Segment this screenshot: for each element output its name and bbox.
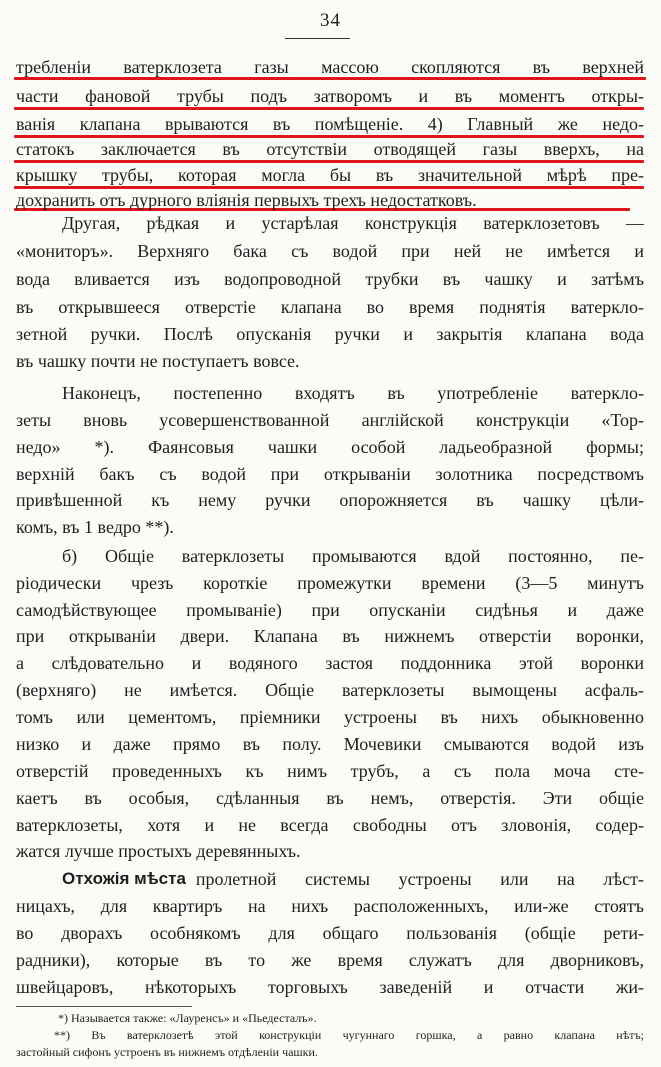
- text-line: части фановой трубы подъ затворомъ и въ моментъ откры-: [16, 86, 644, 106]
- text-line: дохранить отъ дурного вліянія первыхъ трехъ недостатковъ.: [16, 190, 477, 210]
- text-line: въ открывшееся отверстіе клапана во время поднятія ватерклo-: [16, 297, 644, 317]
- header-rule: [285, 38, 350, 39]
- text-line: «мониторъ». Верхняго бака съ водой при ней не имѣется и: [16, 241, 644, 261]
- text-line: требленіи ватерклозета газы массою скопляются въ верхней: [16, 57, 644, 77]
- footnote-rule: [16, 1006, 192, 1007]
- text-line: (верхняго) не имѣется. Общіе ватерклозеты вымощены асфаль-: [16, 680, 644, 700]
- highlight-underline: [14, 107, 644, 110]
- text-line: а слѣдовательно и водяного застоя поддонника этой воронки: [16, 653, 644, 673]
- text-line: самодѣйствующее промываніе) при опусканіи сидѣнья и даже: [16, 600, 644, 620]
- text-line: зетной ручки. Послѣ опусканія ручки и закрытія клапана вода: [16, 324, 644, 344]
- section-heading: Отхожія мѣста: [62, 869, 186, 888]
- text-line: отверстій проведенныхъ къ нимъ трубъ, а съ пола моча сте-: [16, 761, 644, 781]
- text-line: ницахъ, для квартиръ на нихъ расположенныхъ, или-же стоятъ: [16, 896, 644, 916]
- footnote: *) Называется также: «Лауренсъ» и «Пьедесталъ».: [58, 1011, 317, 1025]
- text-line: б) Общіе ватерклозеты промываются вдой постоянно, пе-: [62, 546, 644, 566]
- text-line: зеты вновь усовершенствованной англійской конструкціи «Тор-: [16, 410, 644, 430]
- text-line: томъ или цементомъ, пріемники устроены въ нихъ обыкновенно: [16, 707, 644, 727]
- text-line: низко и даже прямо въ полу. Мочевики смываются водой изъ: [16, 734, 644, 754]
- text-line: ванія клапана врываются въ помѣщеніе. 4) Главный же недо-: [16, 114, 644, 134]
- text-line: комъ, въ 1 ведро **).: [16, 517, 174, 537]
- text-line: при открываніи двери. Клапана въ нижнемъ отверстіи воронки,: [16, 626, 644, 646]
- text-line: ріодически чрезъ короткіе промежутки времени (3—5 минутъ: [16, 573, 644, 593]
- footnote: **) Въ ватерклозетѣ этой конструкціи чугуннаго горшка, а равно клапана нѣтъ;: [54, 1028, 644, 1042]
- highlight-underline: [14, 160, 644, 163]
- text-line: недо» *). Фаянсовыя чашки особой ладьеобразной формы;: [16, 437, 644, 457]
- text-line: жатся лучше простыхъ деревянныхъ.: [16, 841, 301, 861]
- text-line: Другая, рѣдкая и устарѣлая конструкція ватерклозетовъ —: [62, 213, 644, 233]
- text-line: въ чашку почти не поступаетъ вовсе.: [16, 351, 300, 371]
- text-line: каетъ въ особыя, сдѣланныя въ немъ, отверстія. Эти общіе: [16, 788, 644, 808]
- text-line: вода вливается изъ водопроводной трубки въ чашку и затѣмъ: [16, 269, 644, 289]
- text-line: статокъ заключается въ отсутствіи отводящей газы вверхъ, на: [16, 139, 644, 159]
- text-line: крышку трубы, которая могла бы въ значительной мѣрѣ пре-: [16, 165, 644, 185]
- text-run: пролетной системы устроены или на лѣст-: [195, 869, 644, 889]
- footnote: застойный сифонъ устроенъ въ нижнемъ отдѣленіи чашки.: [16, 1045, 318, 1059]
- text-line: [62, 868, 644, 890]
- page-number: 34: [320, 10, 341, 31]
- text-line: во дворахъ особнякомъ для общаго пользованія (общіе рети-: [16, 923, 644, 943]
- text-line: радники), которые въ то же время служатъ для дворниковъ,: [16, 950, 644, 970]
- text-line: верхній бакъ съ водой при открываніи золотника посредствомъ: [16, 464, 644, 484]
- text-line: Наконецъ, постепенно входятъ въ употребленіе ватерклo-: [62, 383, 644, 403]
- text-line: ватерклозеты, хотя и не всегда свободны отъ зловонія, содер-: [16, 815, 644, 835]
- text-line: швейцаровъ, нѣкоторыхъ торговыхъ заведеній и отчасти жи-: [16, 977, 644, 997]
- text-line: привѣшенной къ нему ручки опорожняется въ чашку цѣли-: [16, 490, 644, 510]
